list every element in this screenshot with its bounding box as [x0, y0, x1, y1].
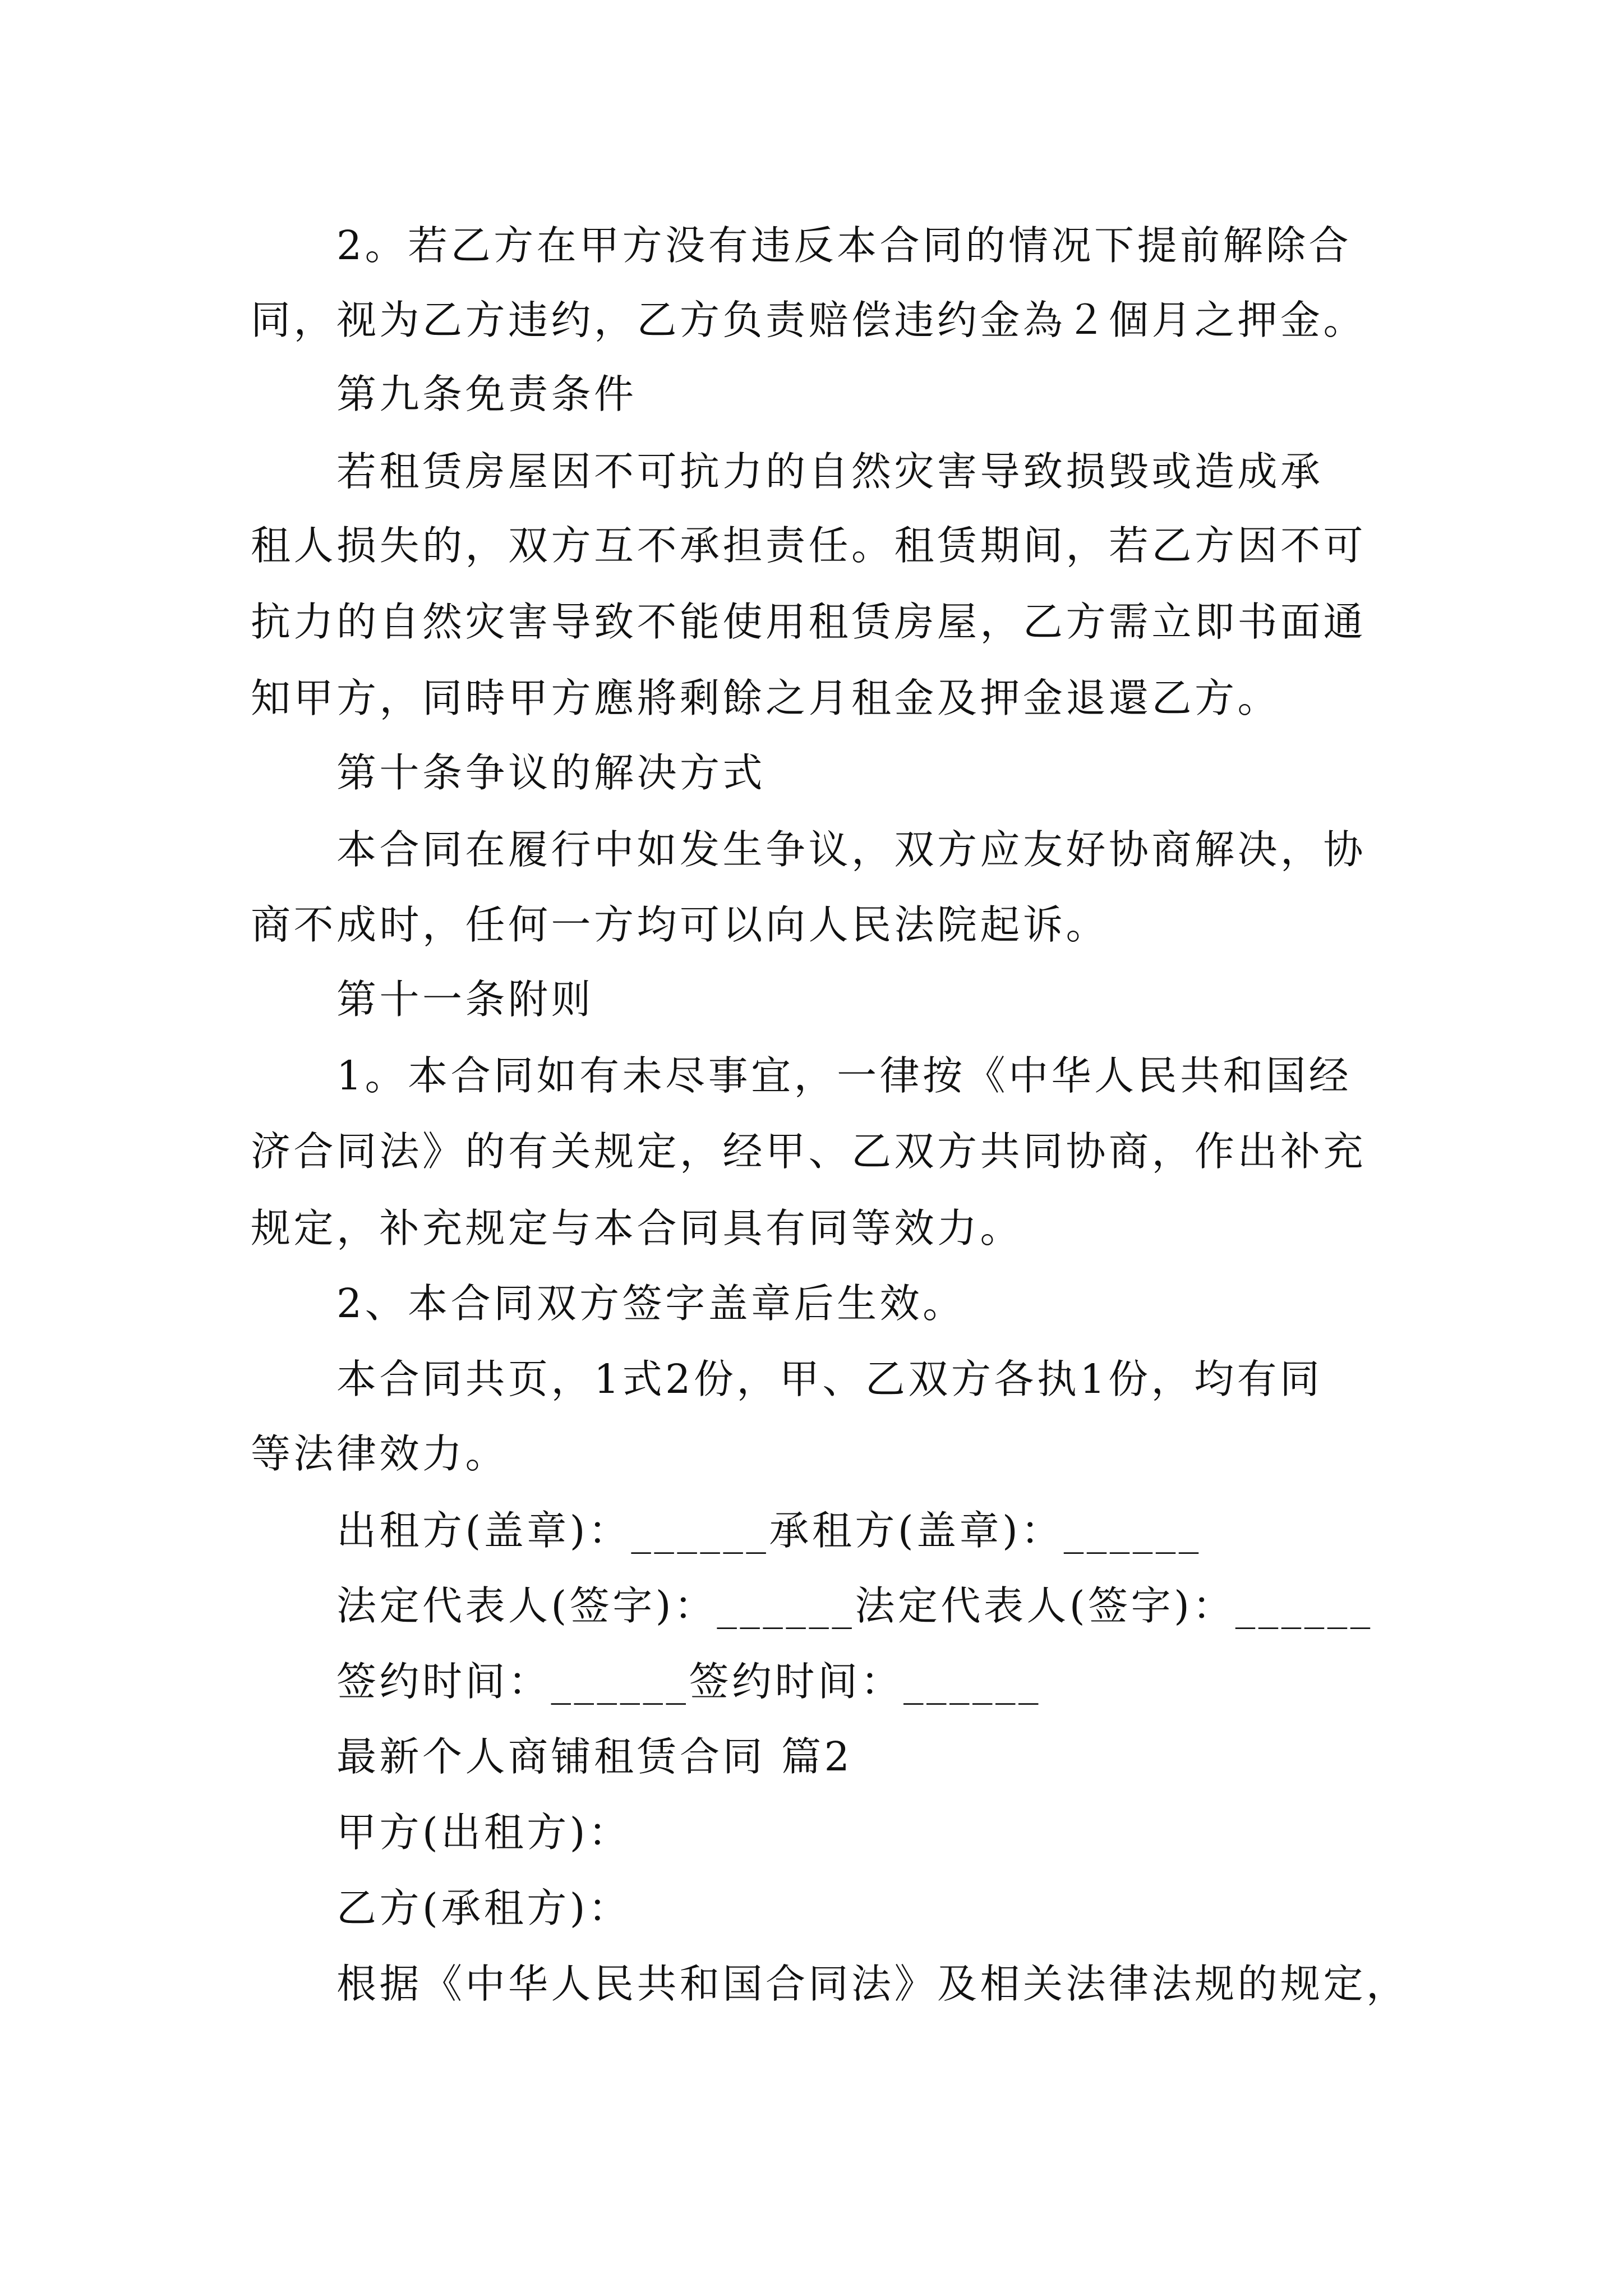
text-line-14: 规定，补充规定与本合同具有同等效力。 [251, 1205, 1023, 1251]
text-line-1: 2。若乙方在甲方没有违反本合同的情况下提前解除合 [336, 222, 1352, 269]
text-line-24: 根据《中华人民共和国合同法》及相关法律法规的规定， [336, 1961, 1409, 2007]
text-line-9: 本合同在履行中如发生争议，双方应友好协商解决，协 [336, 826, 1367, 873]
text-line-2: 同，视为乙方违约，乙方负责赔偿违约金為２個月之押金。 [251, 297, 1367, 343]
section-heading-10: 第十条争议的解决方式 [336, 749, 766, 796]
text-line-4: 若租赁房屋因不可抗力的自然灾害导致损毁或造成承 [336, 448, 1324, 495]
text-line-7: 知甲方，同時甲方應將剩餘之月租金及押金退還乙方。 [251, 675, 1281, 721]
section-heading-9: 第九条免责条件 [336, 371, 637, 417]
text-line-6: 抗力的自然灾害导致不能使用租赁房屋，乙方需立即书面通 [251, 599, 1367, 645]
section-heading-11: 第十一条附则 [336, 976, 594, 1023]
contract-title-part-2: 最新个人商铺租赁合同 篇2 [336, 1733, 853, 1780]
text-line-13: 济合同法》的有关规定，经甲、乙双方共同协商，作出补充 [251, 1128, 1367, 1175]
text-line-5: 租人损失的，双方互不承担责任。租赁期间，若乙方因不可 [251, 522, 1367, 569]
signature-line-seal: 出租方(盖章)：______承租方(盖章)：______ [336, 1507, 1202, 1554]
party-a-line: 甲方(出租方)： [336, 1809, 631, 1856]
signature-line-representative: 法定代表人(签字)：______法定代表人(签字)：______ [336, 1582, 1373, 1629]
party-b-line: 乙方(承租方)： [336, 1885, 631, 1931]
text-line-17: 等法律效力。 [251, 1430, 509, 1477]
signature-line-date: 签约时间：______签约时间：______ [336, 1658, 1042, 1705]
text-line-15: 2、本合同双方签字盖章后生效。 [336, 1280, 966, 1327]
text-line-12: 1。本合同如有未尽事宜，一律按《中华人民共和国经 [336, 1052, 1352, 1099]
text-line-16: 本合同共页，1式2份，甲、乙双方各执1份，均有同 [336, 1356, 1323, 1402]
text-line-10: 商不成时，任何一方均可以向人民法院起诉。 [251, 901, 1109, 948]
